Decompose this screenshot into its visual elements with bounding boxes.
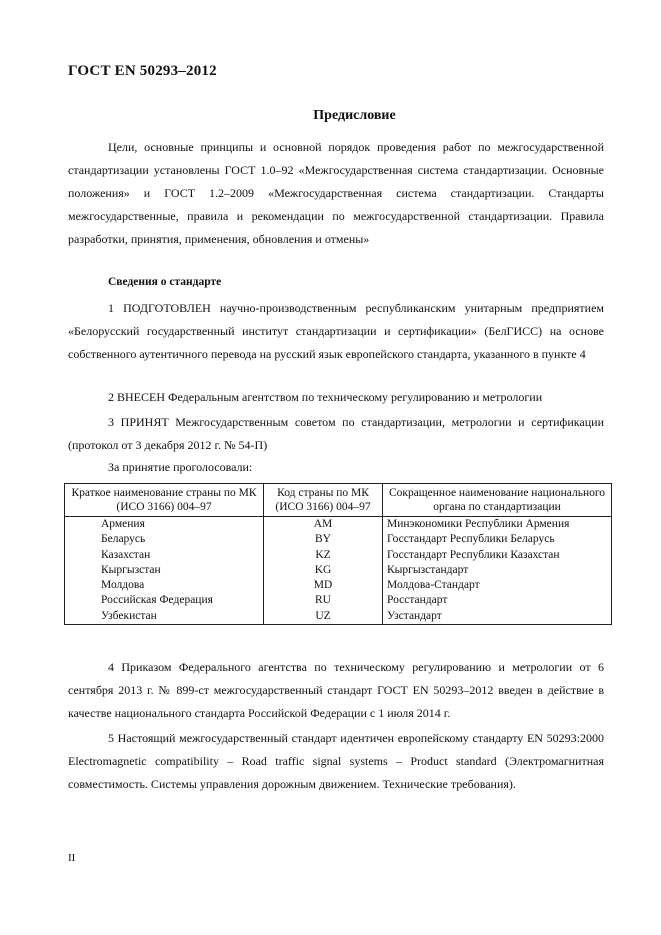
body-cell: Росстандарт — [383, 593, 612, 608]
foreword-title-wrap — [0, 108, 661, 124]
code-cell: RU — [264, 593, 383, 608]
table-row — [65, 532, 612, 547]
country-cell: Беларусь — [65, 532, 264, 547]
country-cell: Молдова — [65, 578, 264, 593]
code-cell: UZ — [264, 609, 383, 625]
info-paragraph-1: 1 ПОДГОТОВЛЕН научно-производственным республиканским унитарным предприятием «Белорусский государственный институт стандартизации и сертификации» (БелГИСС) на основе собственного аутентичного перевода на русский язык европейского стандарта, указанного в пункте 4 — [68, 301, 604, 361]
country-cell: Армения — [65, 517, 264, 533]
col-header-country: Краткое наименование страны по МК (ИСО 3166) 004–97 — [65, 484, 264, 517]
info-paragraph-5: 5 Настоящий межгосударственный стандарт идентичен европейскому стандарту EN 50293:2000 Electromagnetic compatibility – Road traffic signal systems – Product standard (Электромагнитная совместимость. Системы управления дорожным движением. Технические требования). — [68, 731, 604, 791]
body-cell: Кыргызстандарт — [383, 563, 612, 578]
table-row — [65, 548, 612, 563]
body-cell: Госстандарт Республики Беларусь — [383, 532, 612, 547]
table-row — [65, 517, 612, 533]
table-row — [65, 563, 612, 578]
table-row — [65, 593, 612, 608]
table-header-row — [65, 484, 612, 517]
foreword-intro: Цели, основные принципы и основной порядок проведения работ по межгосударственной стандартизации установлены ГОСТ 1.0–92 «Межгосударственная система стандартизации. Основные положения» и ГОСТ 1.2–2009 «Межгосударственная система стандартизации. Стандарты межгосударственные, правила и рекомендации по межгосударственной стандартизации. Правила разработки, принятия, применения, обновления и отмены» — [68, 140, 604, 246]
code-cell: KZ — [264, 548, 383, 563]
standard-header: ГОСТ EN 50293–2012 — [68, 63, 217, 79]
body-cell: Госстандарт Республики Казахстан — [383, 548, 612, 563]
info-paragraph-3: 3 ПРИНЯТ Межгосударственным советом по стандартизации, метрологии и сертификации (протокол от 3 декабря 2012 г. № 54-П) — [68, 415, 604, 452]
code-cell: MD — [264, 578, 383, 593]
col-header-code: Код страны по МК (ИСО 3166) 004–97 — [264, 484, 383, 517]
body-cell: Узстандарт — [383, 609, 612, 625]
foreword-title: Предисловие — [313, 108, 396, 123]
page-number: II — [68, 852, 76, 864]
code-cell: BY — [264, 532, 383, 547]
info-heading: Сведения о стандарте — [108, 276, 222, 288]
body-cell: Молдова-Стандарт — [383, 578, 612, 593]
info-paragraph-4: 4 Приказом Федерального агентства по техническому регулированию и метрологии от 6 сентября 2013 г. № 899-ст межгосударственный стандарт ГОСТ EN 50293–2012 введен в действие в качестве национального стандарта Российской Федерации с 1 июля 2014 г. — [68, 660, 604, 720]
code-cell: AM — [264, 517, 383, 533]
table-row — [65, 609, 612, 625]
vote-label: За принятие проголосовали: — [108, 460, 253, 474]
country-cell: Российская Федерация — [65, 593, 264, 608]
country-cell: Кыргызстан — [65, 563, 264, 578]
body-cell: Минэкономики Республики Армения — [383, 517, 612, 533]
table-row — [65, 578, 612, 593]
info-paragraph-2: 2 ВНЕСЕН Федеральным агентством по техническому регулированию и метрологии — [108, 390, 543, 404]
country-cell: Узбекистан — [65, 609, 264, 625]
code-cell: KG — [264, 563, 383, 578]
voting-table — [64, 483, 612, 625]
country-cell: Казахстан — [65, 548, 264, 563]
col-header-body: Сокращенное наименование национального органа по стандартизации — [383, 484, 612, 517]
